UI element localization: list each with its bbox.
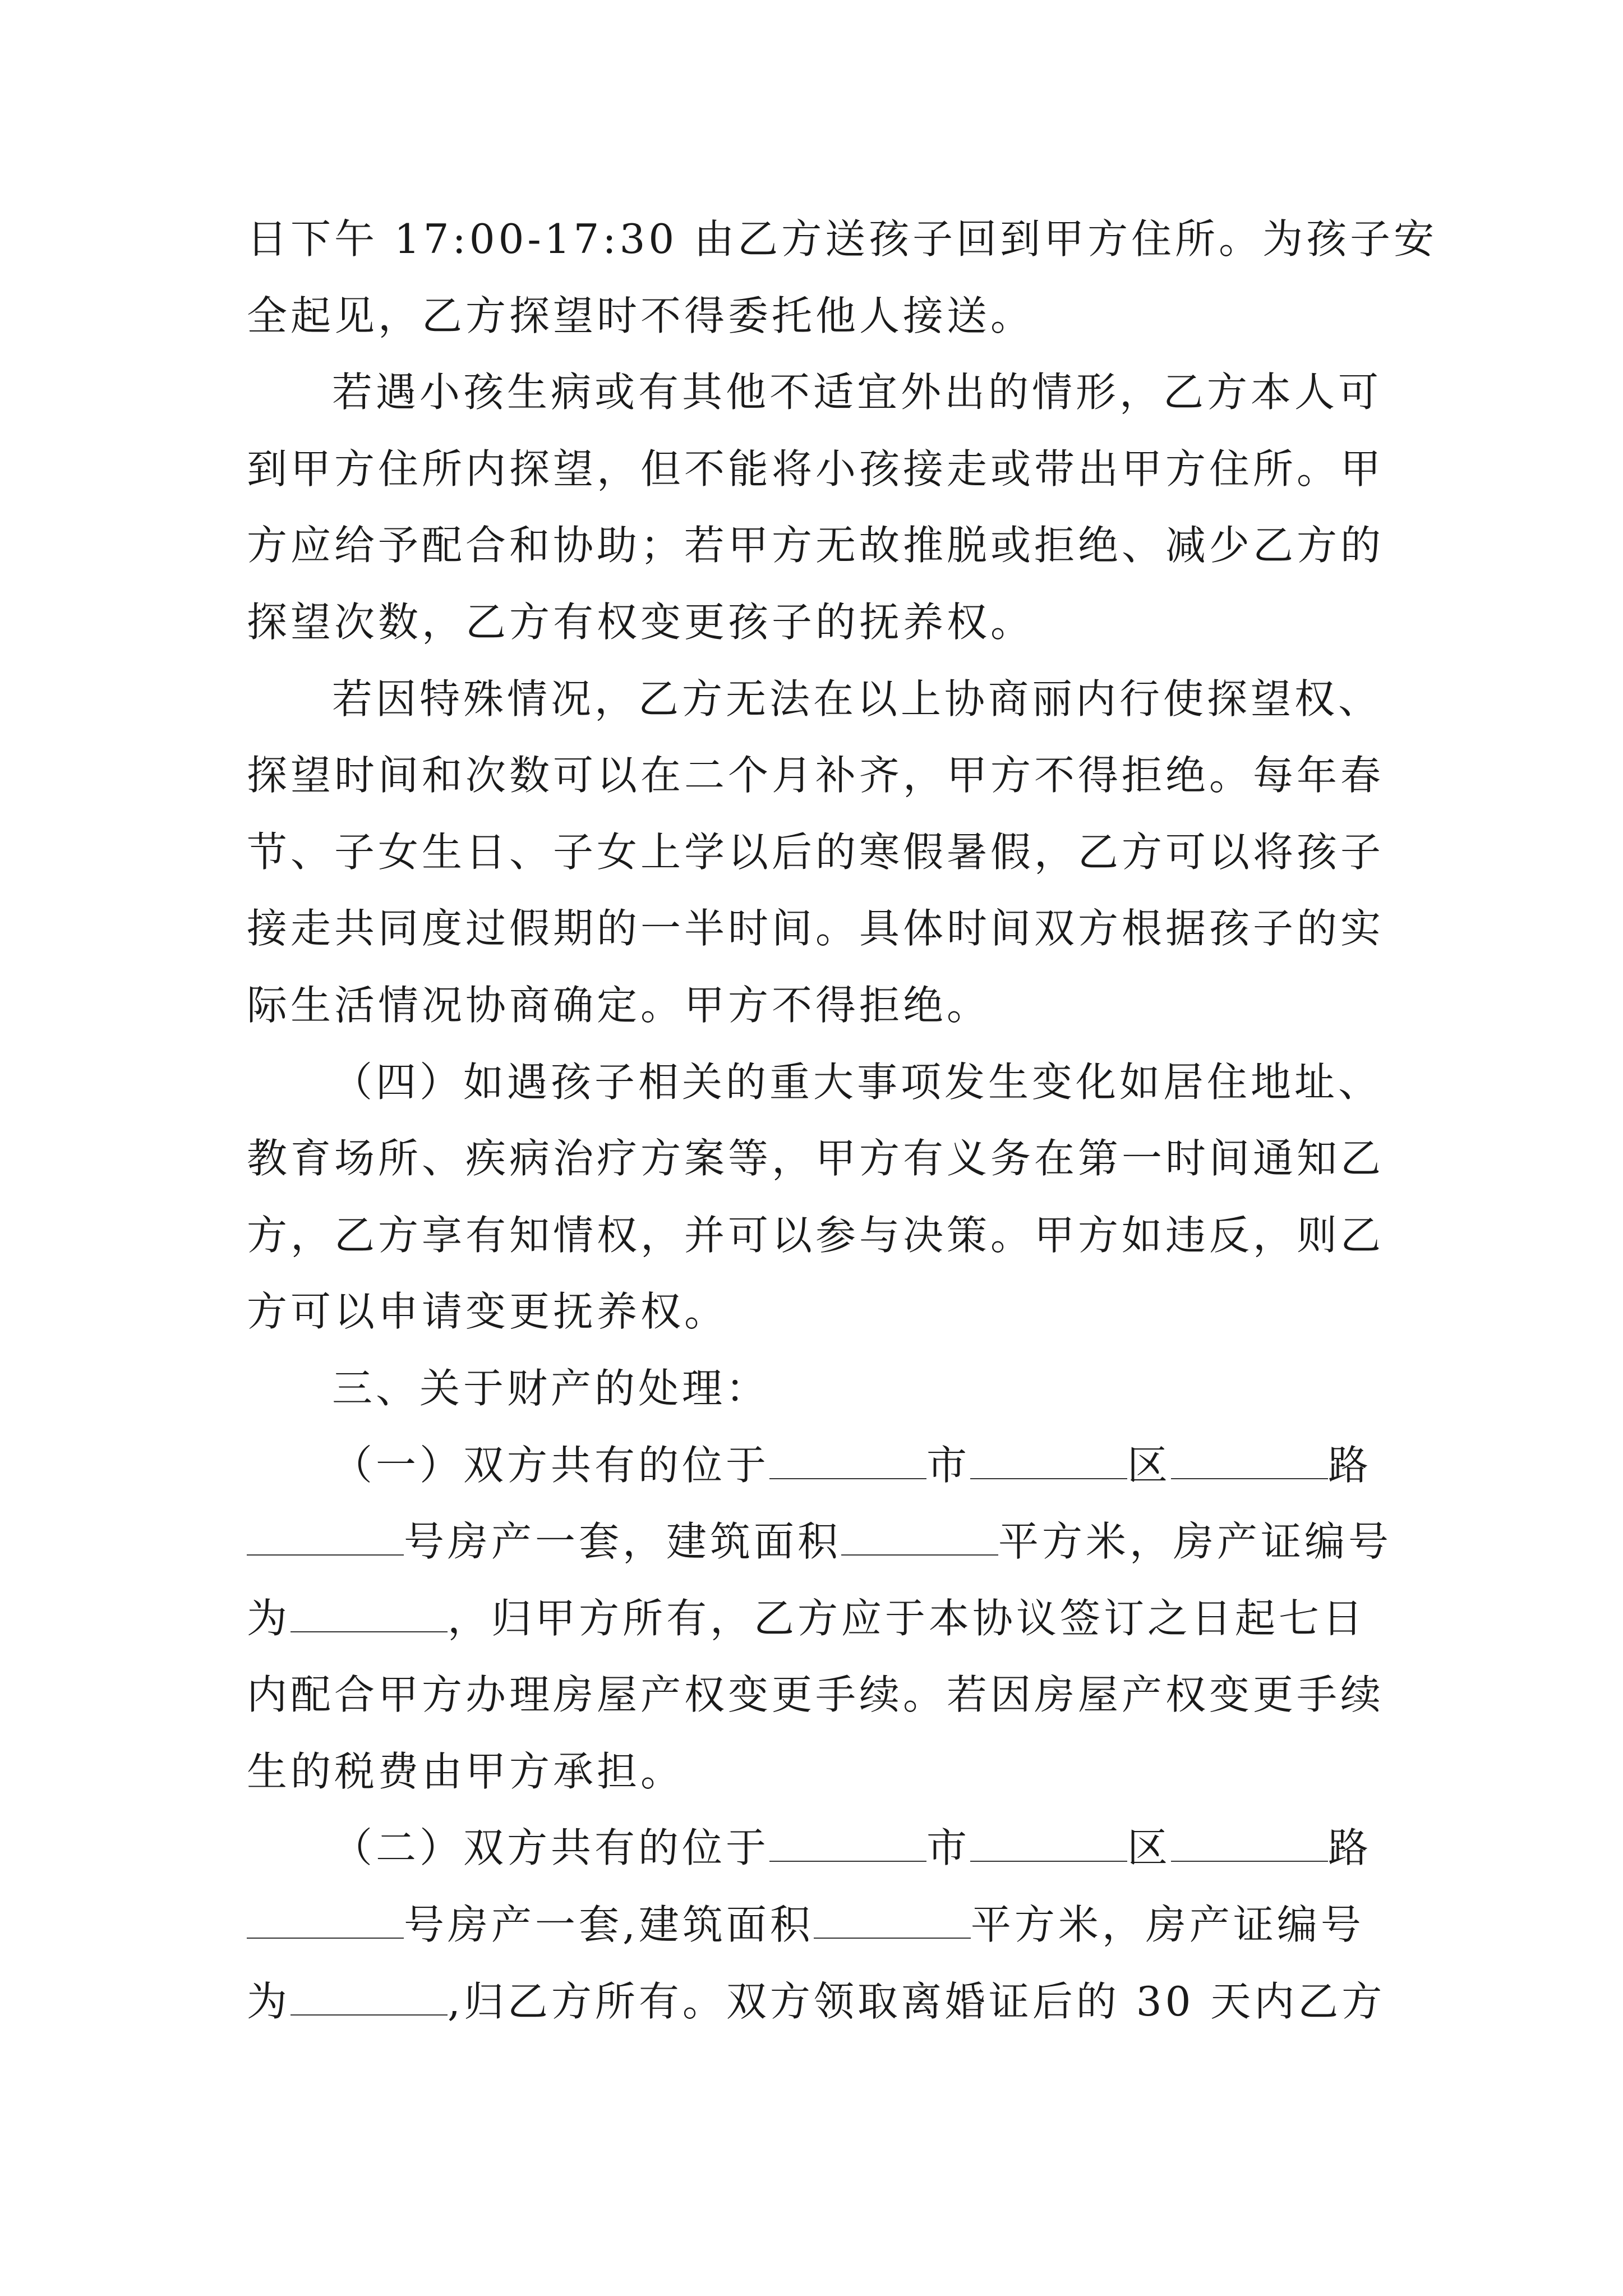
text-line: 方，乙方享有知情权，并可以参与决策。甲方如违反，则乙 — [247, 1211, 1385, 1259]
text-line: 探望次数，乙方有权变更孩子的抚养权。 — [247, 598, 1035, 646]
blank-field — [291, 1981, 448, 2016]
text-line: 到甲方住所内探望，但不能将小孩接走或带出甲方住所。甲 — [247, 445, 1385, 493]
blank-field — [291, 1598, 448, 1632]
text-line: 节、子女生日、子女上学以后的寒假暑假，乙方可以将孩子 — [247, 828, 1385, 876]
clause-text: 为 — [247, 1594, 291, 1642]
clause-1-line-1 — [247, 1427, 1391, 1504]
blank-field — [970, 1827, 1127, 1862]
text-line: 方可以申请变更抚养权。 — [247, 1288, 728, 1336]
text-line: 若遇小孩生病或有其他不适宜外出的情形，乙方本人可 — [332, 369, 1382, 416]
text-line: 日下午 17:00-17:30 由乙方送孩子回到甲方住所。为孩子安 — [247, 215, 1438, 263]
text-line: 内配合甲方办理房屋产权变更手续。若因房屋产权变更手续 — [247, 1671, 1385, 1719]
text-line: 全起见，乙方探望时不得委托他人接送。 — [247, 292, 1035, 339]
blank-field — [814, 1904, 971, 1939]
clause-text: （一）双方共有的位于 — [332, 1441, 770, 1489]
document-body — [247, 201, 1438, 2040]
clause-text: 号房产一套，建筑面积 — [404, 1518, 842, 1566]
clause-text: ,归乙方所有。双方领取离婚证后的 30 天内乙方 — [448, 1977, 1386, 2025]
clause-text: 路 — [1328, 1824, 1372, 1872]
blank-field — [769, 1827, 926, 1862]
blank-field — [1171, 1444, 1328, 1479]
clause-text: 为 — [247, 1977, 291, 2025]
text-line: （四）如遇孩子相关的重大事项发生变化如居住地址、 — [332, 1058, 1382, 1106]
clause-text: 平方米，房产证编号 — [998, 1518, 1393, 1566]
clause-text: 平方米，房产证编号 — [970, 1901, 1364, 1949]
clause-2-line-1 — [247, 1810, 1391, 1887]
blank-field — [769, 1444, 926, 1479]
clause-text: 路 — [1328, 1441, 1372, 1489]
clause-text: 区 — [1127, 1441, 1172, 1489]
text-line: 方应给予配合和协助；若甲方无故推脱或拒绝、减少乙方的 — [247, 522, 1385, 569]
text-line: 接走共同度过假期的一半时间。具体时间双方根据孩子的实 — [247, 905, 1385, 953]
text-line: 教育场所、疾病治疗方案等，甲方有义务在第一时间通知乙 — [247, 1135, 1385, 1182]
clause-1-line-3 — [247, 1580, 1391, 1657]
clause-text: （二）双方共有的位于 — [332, 1824, 770, 1872]
clause-text: 区 — [1127, 1824, 1172, 1872]
text-line: 生的税费由甲方承担。 — [247, 1747, 685, 1795]
blank-field — [970, 1444, 1127, 1479]
blank-field — [1171, 1827, 1328, 1862]
clause-text: ，归甲方所有，乙方应于本协议签订之日起七日 — [448, 1594, 1367, 1642]
text-line: 探望时间和次数可以在二个月补齐，甲方不得拒绝。每年春 — [247, 752, 1385, 799]
blank-field — [247, 1904, 404, 1939]
blank-field — [841, 1521, 998, 1556]
clause-text: 号房产一套,建筑面积 — [404, 1901, 814, 1949]
clause-1-line-2 — [247, 1503, 1391, 1580]
text-line: 若因特殊情况，乙方无法在以上协商丽内行使探望权、 — [332, 675, 1382, 723]
blank-field — [247, 1521, 404, 1556]
clause-text: 市 — [926, 1824, 971, 1872]
section-heading: 三、关于财产的处理： — [332, 1364, 770, 1412]
clause-text: 市 — [926, 1441, 971, 1489]
clause-2-line-2 — [247, 1887, 1391, 1963]
text-line: 际生活情况协商确定。甲方不得拒绝。 — [247, 981, 991, 1029]
clause-2-line-3 — [247, 1963, 1391, 2040]
